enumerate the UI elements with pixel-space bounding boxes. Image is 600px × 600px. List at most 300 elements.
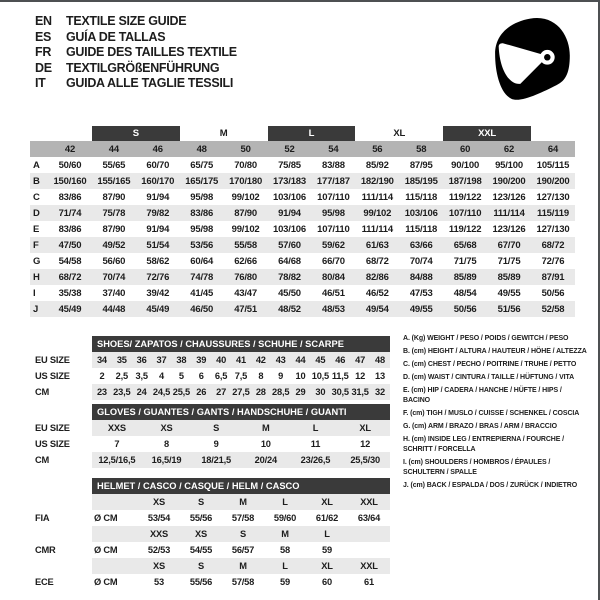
size-value-cell: 160/170 <box>136 173 180 189</box>
size-value-cell: 38 <box>171 352 191 368</box>
size-value-cell: 111/114 <box>487 205 531 221</box>
legend-item: I. (cm) SHOULDERS / HOMBROS / ÉPAULES / SCHULTERN / SPALLE <box>403 459 551 476</box>
size-value-cell: 44 <box>291 352 311 368</box>
size-value-cell: 59/60 <box>273 513 297 523</box>
guide-title: GUIDE DES TAILLES TEXTILE <box>66 45 237 59</box>
size-value-cell: 87/91 <box>531 269 575 285</box>
size-value-cell: 35 <box>112 352 132 368</box>
size-value-cell: 185/195 <box>399 173 443 189</box>
language-code: DE <box>35 60 52 75</box>
size-header-cell: 48 <box>180 141 224 157</box>
helmet-size-label: S <box>222 526 264 542</box>
size-value-cell: 49/54 <box>355 301 399 317</box>
size-value-cell: 54/55 <box>189 545 213 555</box>
size-value-cell: 127/130 <box>536 223 570 235</box>
size-header-cell: 52 <box>268 141 312 157</box>
size-value-cell: 66/70 <box>322 255 345 267</box>
size-value-cell: 53/56 <box>180 237 224 253</box>
gloves-table-title: GLOVES / GUANTES / GANTS / HANDSCHUHE / GUANTI <box>92 404 390 420</box>
size-value-cell: 9 <box>278 371 284 381</box>
language-row <box>35 45 237 61</box>
gloves-table-title-row <box>35 404 390 420</box>
helmet-size-label: XXL <box>348 558 390 574</box>
row-letter-label: D <box>30 205 48 221</box>
size-value-cell: 52/53 <box>147 545 171 555</box>
size-value-cell: 70/74 <box>409 255 433 267</box>
size-value-cell: 43 <box>271 352 291 368</box>
row-letter-label: H <box>30 269 48 285</box>
helmet-size-label: L <box>306 526 348 542</box>
size-value-cell: 45/49 <box>136 301 180 317</box>
shoes-table-title: SHOES/ ZAPATOS / CHAUSSURES / SCHUHE / SCARPE <box>92 336 390 352</box>
helmet-size-label: XS <box>180 526 222 542</box>
size-value-cell: 28 <box>251 384 271 400</box>
size-value-cell: 177/187 <box>311 173 355 189</box>
size-header-cell: 54 <box>311 141 355 157</box>
size-value-cell: 95/100 <box>495 159 523 171</box>
size-group-header-row <box>30 126 575 141</box>
row-label: US SIZE <box>35 368 92 384</box>
spacer-cell <box>92 526 138 542</box>
legend-item: E. (cm) HIP / CADERA / HANCHE / HÜFTE / HIPS / BACINO <box>403 387 562 404</box>
size-value-cell: 123/126 <box>492 191 526 203</box>
size-value-cell: 11 <box>310 439 321 449</box>
size-value-cell: 99/102 <box>231 191 260 203</box>
size-value-cell: 90/100 <box>451 159 480 171</box>
row-letter-label: F <box>30 237 48 253</box>
row-label: EU SIZE <box>35 420 92 436</box>
size-value-cell: 103/106 <box>399 205 443 221</box>
standard-label: FIA <box>35 510 92 526</box>
measurement-row <box>30 285 575 301</box>
size-value-cell: 41/45 <box>190 287 214 299</box>
size-value-cell: 12 <box>355 371 366 381</box>
size-value-cell: 45/49 <box>48 301 92 317</box>
size-value-cell: 71/75 <box>453 255 477 267</box>
size-header-cell: 60 <box>443 141 487 157</box>
size-value-cell: 119/122 <box>448 223 482 235</box>
size-value-cell: 10 <box>260 439 271 449</box>
row-label: EU SIZE <box>35 352 92 368</box>
size-value-cell: 99/102 <box>355 205 399 221</box>
size-value-cell: 76/80 <box>224 269 268 285</box>
size-value-cell: 87/90 <box>102 191 126 203</box>
size-value-cell: 173/183 <box>268 173 312 189</box>
size-value-cell: 95/98 <box>190 191 214 203</box>
size-value-cell: 6,5 <box>214 371 228 381</box>
size-value-cell: L <box>291 420 341 436</box>
size-value-cell: 46/51 <box>322 287 345 299</box>
guide-title: GUIDA ALLE TAGLIE TESSILI <box>66 76 234 90</box>
diameter-unit-label: Ø CM <box>94 545 118 555</box>
size-value-cell: 41 <box>231 352 251 368</box>
size-header-cell: 44 <box>92 141 136 157</box>
size-value-cell: 46/50 <box>180 301 224 317</box>
size-value-cell: 48/54 <box>453 287 477 299</box>
size-value-cell: 45/50 <box>278 287 301 299</box>
spacer-cell <box>30 141 48 157</box>
size-value-cell: 107/110 <box>443 205 487 221</box>
helmet-values-row <box>35 574 390 590</box>
size-value-cell: 48/52 <box>268 301 312 317</box>
row-label: CM <box>35 452 92 468</box>
measurement-row <box>30 253 575 269</box>
size-value-cell: 47/51 <box>224 301 268 317</box>
size-value-cell: 16,5/19 <box>142 452 192 468</box>
helmet-values-row <box>35 542 390 558</box>
size-value-cell: 72/76 <box>136 269 180 285</box>
spacer-cell <box>92 558 138 574</box>
size-value-cell: 30 <box>310 384 330 400</box>
measurement-row <box>30 221 575 237</box>
helmet-sizes-row <box>35 494 390 510</box>
main-size-table <box>30 126 575 317</box>
helmet-size-label: XL <box>306 494 348 510</box>
row-letter-label: B <box>30 173 48 189</box>
size-value-cell: 23 <box>92 384 112 400</box>
size-value-cell: 47 <box>350 352 370 368</box>
spacer-cell <box>92 494 138 510</box>
standard-label: CMR <box>35 542 92 558</box>
size-value-cell: 70/74 <box>92 269 136 285</box>
size-value-cell: 49/55 <box>399 301 443 317</box>
size-value-cell <box>348 542 390 558</box>
language-code: FR <box>35 45 52 59</box>
shoes-table-title-row <box>35 336 390 352</box>
size-header-cell: 46 <box>136 141 180 157</box>
size-value-cell: 27 <box>211 384 231 400</box>
size-value-cell: 55/65 <box>102 159 126 171</box>
size-value-cell: 83/86 <box>58 223 82 235</box>
size-group-label: XL <box>355 126 443 141</box>
size-value-cell: 111/114 <box>361 223 393 235</box>
size-value-cell: 70/80 <box>234 159 257 171</box>
spacer-cell <box>35 526 92 542</box>
legend-item: A. (Kg) WEIGHT / PESO / POIDS / GEWITCH / PESO <box>403 335 569 342</box>
size-value-cell: 52/58 <box>531 301 575 317</box>
size-value-cell: 24 <box>132 384 152 400</box>
gloves-table-row <box>35 420 390 436</box>
size-value-cell: 75/85 <box>278 159 301 171</box>
row-letter-label: A <box>33 159 40 171</box>
size-value-cell: XXS <box>92 420 142 436</box>
size-value-cell: 30,5 <box>330 384 350 400</box>
language-code: IT <box>35 76 46 90</box>
size-value-cell: 85/89 <box>443 269 487 285</box>
legend-item: J. (cm) BACK / ESPALDA / DOS / ZURÜCK / INDIETRO <box>403 482 578 489</box>
helmet-size-table <box>35 478 390 590</box>
size-value-cell: XS <box>142 420 192 436</box>
measurement-legend <box>403 334 589 494</box>
size-value-cell: 26 <box>191 384 211 400</box>
size-group-label: M <box>180 126 268 141</box>
size-header-cell: 62 <box>487 141 531 157</box>
helmet-sizes-row <box>35 558 390 574</box>
size-value-cell: 83/86 <box>180 205 224 221</box>
standard-label: ECE <box>35 574 92 590</box>
size-value-cell: 182/190 <box>355 173 399 189</box>
size-value-cell: 57/58 <box>231 513 255 523</box>
helmet-table-title-row <box>35 478 390 494</box>
size-value-cell: 111/114 <box>361 191 393 203</box>
size-value-cell: 165/175 <box>180 173 224 189</box>
size-value-cell: 50/60 <box>58 159 82 171</box>
size-value-cell: 55/56 <box>189 577 213 587</box>
size-value-cell: M <box>241 420 291 436</box>
size-value-cell: 67/70 <box>487 237 531 253</box>
size-value-cell: 58/62 <box>146 255 170 267</box>
size-value-cell: 36 <box>132 352 152 368</box>
size-value-cell: 84/88 <box>399 269 443 285</box>
language-title-list <box>35 14 237 92</box>
size-value-cell: 20/24 <box>241 452 291 468</box>
measurement-row <box>30 269 575 285</box>
size-value-cell: 103/106 <box>273 191 306 203</box>
size-value-cell: XL <box>340 420 390 436</box>
row-letter-label: C <box>33 191 40 203</box>
guide-title: TEXTILGRÖßENFÜHRUNG <box>66 60 220 75</box>
row-letter-label: G <box>33 255 41 267</box>
size-value-cell: 57/58 <box>231 577 255 587</box>
size-value-cell: 95/98 <box>311 205 355 221</box>
helmet-size-label: M <box>222 494 264 510</box>
size-value-cell: 18/21,5 <box>191 452 241 468</box>
size-value-cell: 91/94 <box>146 223 170 235</box>
size-value-cell: 34 <box>92 352 112 368</box>
size-value-cell: 8 <box>258 371 264 381</box>
helmet-size-label: M <box>264 526 306 542</box>
size-value-cell: 55/58 <box>224 237 268 253</box>
size-value-cell: 60/70 <box>146 159 170 171</box>
size-value-cell: 85/89 <box>487 269 531 285</box>
size-value-cell: 7,5 <box>234 371 248 381</box>
size-value-cell: 59 <box>280 577 290 587</box>
helmet-size-label: S <box>180 558 222 574</box>
spacer-cell <box>35 478 92 494</box>
legend-item: B. (cm) HEIGHT / ALTURA / HAUTEUR / HÖHE / ALTEZZA <box>403 348 587 355</box>
size-value-cell: 44/48 <box>92 301 136 317</box>
helmet-size-label: XS <box>138 494 180 510</box>
size-value-cell: 31,5 <box>350 384 370 400</box>
size-group-label: L <box>268 126 356 141</box>
size-value-cell: 51/56 <box>487 301 531 317</box>
size-value-cell: 43/47 <box>234 287 257 299</box>
row-letter-label: E <box>33 223 40 235</box>
size-value-cell: 71/75 <box>497 255 521 267</box>
size-value-cell: 4 <box>159 371 164 381</box>
size-value-cell: 170/180 <box>224 173 268 189</box>
helmet-size-label <box>348 526 390 542</box>
size-value-cell: 115/118 <box>405 191 438 203</box>
size-value-cell: 85/92 <box>365 159 389 171</box>
legend-item: G. (cm) ARM / BRAZO / BRAS / ARM / BRACCIO <box>403 423 557 430</box>
size-header-cell: 42 <box>48 141 92 157</box>
size-group-label: XXL <box>443 126 531 141</box>
spacer-cell <box>531 126 575 141</box>
size-value-cell: 87/90 <box>102 223 126 235</box>
language-code: ES <box>35 29 52 44</box>
legend-item: C. (cm) CHEST / PECHO / POITRINE / TRUHE / PETTO <box>403 361 577 368</box>
size-value-cell: 190/200 <box>487 173 531 189</box>
language-row <box>35 14 237 30</box>
row-letter-label: J <box>30 301 48 317</box>
size-value-cell: 62/66 <box>234 255 257 267</box>
size-value-cell: 119/122 <box>448 191 482 203</box>
size-value-cell: 2,5 <box>115 371 128 381</box>
size-value-cell: 9 <box>213 439 219 449</box>
row-label: CM <box>35 384 92 400</box>
size-value-cell: 6 <box>198 371 204 381</box>
size-value-cell: 82/86 <box>355 269 399 285</box>
size-value-cell: 68/72 <box>365 255 389 267</box>
measurement-row <box>30 205 575 221</box>
size-value-cell: 83/86 <box>58 191 82 203</box>
legend-item: H. (cm) INSIDE LEG / ENTREPIERNA / FOURCHE / SCHRITT / FORCELLA <box>403 436 565 453</box>
measurement-row <box>30 173 575 189</box>
numeric-sizes-row <box>30 141 575 157</box>
size-value-cell: 10 <box>295 371 306 381</box>
size-header-cell: 64 <box>531 141 575 157</box>
size-value-cell: 61/63 <box>355 237 399 253</box>
size-value-cell: 95/98 <box>190 223 214 235</box>
measurement-row <box>30 157 575 173</box>
spacer-cell <box>35 558 92 574</box>
size-value-cell: 47/53 <box>409 287 433 299</box>
spacer-cell <box>30 126 92 141</box>
size-value-cell: 187/198 <box>443 173 487 189</box>
guide-title: GUÍA DE TALLAS <box>66 29 166 44</box>
size-value-cell: 61 <box>364 577 374 587</box>
size-value-cell: 79/82 <box>136 205 180 221</box>
size-value-cell: 25,5/30 <box>340 452 390 468</box>
language-row <box>35 30 237 46</box>
size-value-cell: 56/60 <box>102 255 126 267</box>
size-value-cell: 37 <box>152 352 172 368</box>
helmet-values-row <box>35 510 390 526</box>
language-row <box>35 76 237 92</box>
gloves-table-row <box>35 436 390 452</box>
size-value-cell: 29 <box>291 384 311 400</box>
size-value-cell: 37/40 <box>102 287 126 299</box>
helmet-size-label: XXS <box>138 526 180 542</box>
size-value-cell: 45 <box>310 352 330 368</box>
size-value-cell: 115/119 <box>531 205 575 221</box>
size-value-cell: 59/62 <box>311 237 355 253</box>
size-value-cell: 28,5 <box>271 384 291 400</box>
row-letter-label: I <box>33 287 36 299</box>
helmet-size-label: S <box>180 494 222 510</box>
size-value-cell: 40 <box>211 352 231 368</box>
size-value-cell: 60/64 <box>190 255 214 267</box>
size-value-cell: 103/106 <box>273 223 306 235</box>
helmet-sizes-row <box>35 526 390 542</box>
guide-title: TEXTILE SIZE GUIDE <box>66 14 187 28</box>
size-value-cell: 63/66 <box>399 237 443 253</box>
size-value-cell: 75/78 <box>92 205 136 221</box>
size-value-cell: 27,5 <box>231 384 251 400</box>
legend-item: D. (cm) WAIST / CINTURA / TAILLE / HÜFTUNG / VITA <box>403 374 575 381</box>
size-value-cell: 63/64 <box>357 513 381 523</box>
shoes-table-row <box>35 368 390 384</box>
size-value-cell: 3,5 <box>135 371 148 381</box>
size-value-cell: 48/53 <box>311 301 355 317</box>
helmet-icon <box>487 8 577 112</box>
size-value-cell: 115/118 <box>405 223 438 235</box>
size-value-cell: 65/75 <box>190 159 214 171</box>
size-value-cell: 47/50 <box>48 237 92 253</box>
size-value-cell: 51/54 <box>136 237 180 253</box>
size-value-cell: 5 <box>178 371 184 381</box>
shoes-table-row <box>35 352 390 368</box>
size-value-cell: 12 <box>360 439 371 449</box>
helmet-size-label: M <box>222 558 264 574</box>
helmet-size-label: XL <box>306 558 348 574</box>
size-value-cell: 24,5 <box>152 384 172 400</box>
diameter-unit-label: Ø CM <box>94 513 118 523</box>
size-value-cell: 68/72 <box>531 237 575 253</box>
size-value-cell: 57/60 <box>268 237 312 253</box>
size-value-cell: 23,5 <box>112 384 132 400</box>
gloves-size-table <box>35 404 390 468</box>
size-value-cell: 50/56 <box>443 301 487 317</box>
measurement-row <box>30 237 575 253</box>
size-value-cell: 46/52 <box>365 287 389 299</box>
size-value-cell: S <box>191 420 241 436</box>
size-value-cell: 32 <box>370 384 390 400</box>
helmet-size-label: XS <box>138 558 180 574</box>
size-value-cell: 58 <box>280 545 290 555</box>
size-value-cell: 65/68 <box>443 237 487 253</box>
size-value-cell: 64/68 <box>278 255 301 267</box>
helmet-table-title: HELMET / CASCO / CASQUE / HELM / CASCO <box>92 478 390 494</box>
size-value-cell: 55/56 <box>189 513 213 523</box>
shoes-table-row <box>35 384 390 400</box>
size-value-cell: 39 <box>191 352 211 368</box>
helmet-size-label: L <box>264 558 306 574</box>
size-value-cell: 2 <box>99 371 105 381</box>
helmet-size-label: XXL <box>348 494 390 510</box>
size-value-cell: 74/78 <box>180 269 224 285</box>
size-header-cell: 56 <box>355 141 399 157</box>
size-value-cell: 60 <box>322 577 332 587</box>
size-value-cell: 10,5 <box>311 371 330 381</box>
size-value-cell: 53/54 <box>147 513 171 523</box>
size-value-cell: 123/126 <box>492 223 526 235</box>
helmet-size-label: L <box>264 494 306 510</box>
size-value-cell: 61/62 <box>315 513 339 523</box>
size-value-cell: 68/72 <box>48 269 92 285</box>
size-value-cell: 71/74 <box>48 205 92 221</box>
size-value-cell: 105/115 <box>536 159 570 171</box>
size-value-cell: 91/94 <box>146 191 170 203</box>
size-value-cell: 107/110 <box>317 223 350 235</box>
size-value-cell: 48 <box>370 352 390 368</box>
size-value-cell: 13 <box>375 371 385 381</box>
gloves-table-row <box>35 452 390 468</box>
size-value-cell: 80/84 <box>311 269 355 285</box>
size-value-cell: 83/88 <box>322 159 345 171</box>
size-value-cell: 39/42 <box>146 287 170 299</box>
size-value-cell: 72/76 <box>541 255 565 267</box>
size-value-cell: 53 <box>154 577 164 587</box>
size-value-cell: 87/90 <box>224 205 268 221</box>
size-value-cell: 150/160 <box>48 173 92 189</box>
spacer-cell <box>35 494 92 510</box>
size-value-cell: 190/200 <box>531 173 575 189</box>
language-row <box>35 61 237 77</box>
size-value-cell: 56/57 <box>231 545 255 555</box>
size-header-cell: 50 <box>224 141 268 157</box>
